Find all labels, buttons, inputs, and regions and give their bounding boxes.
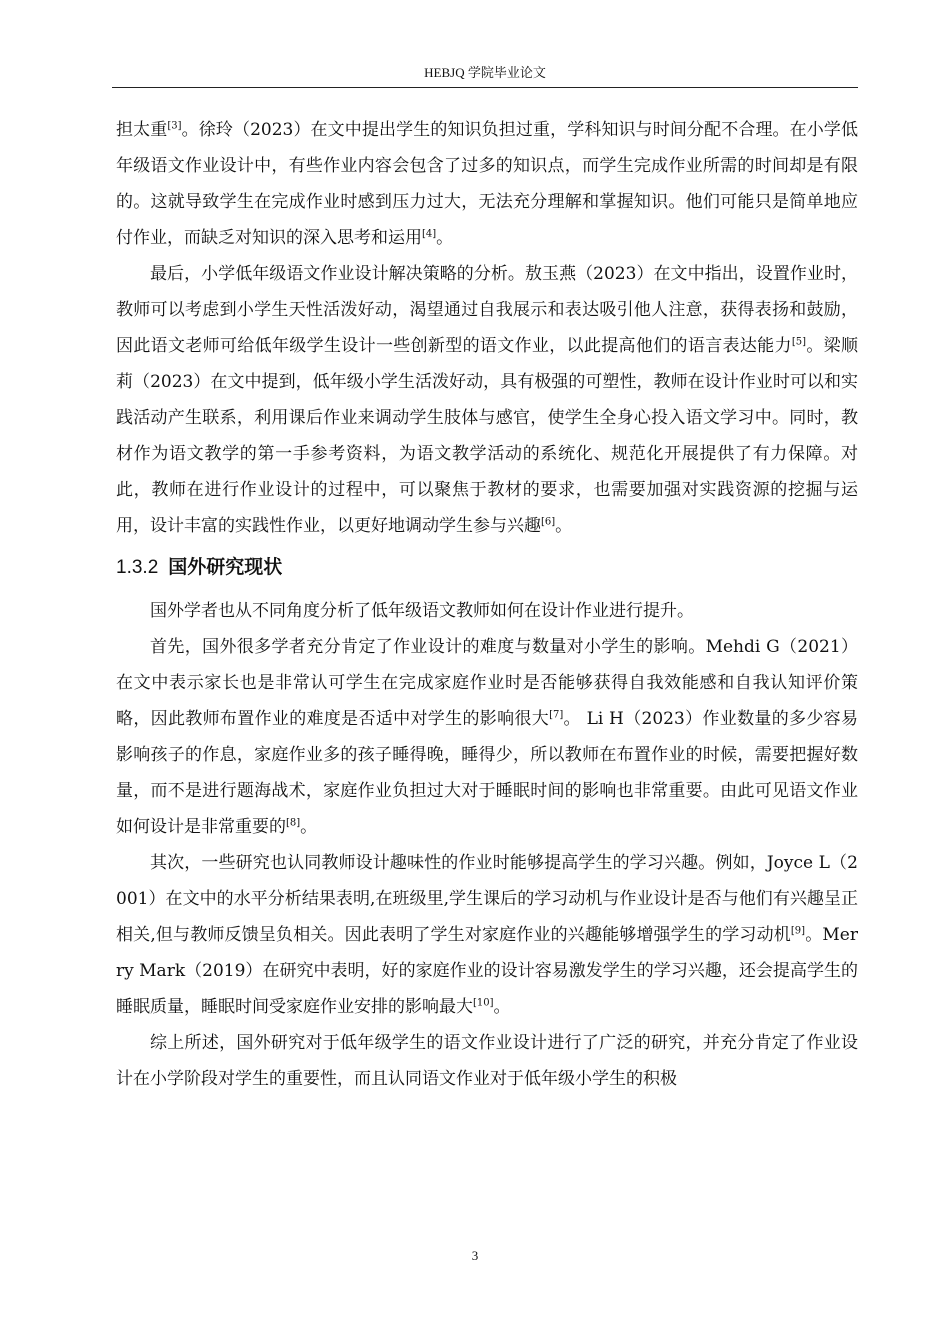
paragraph [116,629,858,845]
citation: [10] [473,997,494,1009]
text-run: 。 [300,817,318,837]
text-run: 。 [555,516,573,536]
section-number: 1.3.2 [116,557,159,578]
citation: [9] [790,925,806,937]
text-run: 。 [493,997,511,1017]
text-run: 最后，小学低年级语文作业设计解决策略的分析。敖玉燕（2023）在文中指出，设置作业时，教师可以考虑到小学生天性活泼好动，渴望通过自我展示和表达吸引他人注意，获得表扬和鼓励，因此语文老师可给低年级学生设计一些创新型的语文作业，以此提高他们的语言表达能力 [116,264,858,356]
text-run: 。 Li H（2023）作业数量的多少容易影响孩子的作息，家庭作业多的孩子睡得晚，睡得少，所以教师在布置作业的时候，需要把握好数量，而不是进行题海战术，家庭作业负担过大对于睡眠时间的影响也非常重要。由此可见语文作业如何设计是非常重要的 [116,709,859,837]
section-heading [116,548,858,587]
text-run: 。徐玲（2023）在文中提出学生的知识负担过重，学科知识与时间分配不合理。在小学低年级语文作业设计中，有些作业内容会包含了过多的知识点，而学生完成作业所需的时间却是有限的。这就导致学生在完成作业时感到压力过大，无法充分理解和掌握知识。他们可能只是简单地应付作业，而缺乏对知识的深入思考和运用 [116,120,859,248]
citation: [4] [422,228,437,240]
paragraph [116,1025,858,1097]
text-run: 综上所述，国外研究对于低年级学生的语文作业设计进行了广泛的研究，并充分肯定了作业设计在小学阶段对学生的重要性，而且认同语文作业对于低年级小学生的积极 [116,1033,858,1089]
header-rule [112,87,858,88]
text-run: 。Merry Mark（2019）在研究中表明，好的家庭作业的设计容易激发学生的学习兴趣，还会提高学生的睡眠质量，睡眠时间受家庭作业安排的影响最大 [116,925,858,1017]
text-run: 担太重 [116,120,168,140]
text-run: 首先，国外很多学者充分肯定了作业设计的难度与数量对小学生的影响。Mehdi G（2021）在文中表示家长也是非常认可学生在完成家庭作业时是否能够获得自我效能感和自我认知评价策略，因此教师布置作业的难度是否适中对学生的影响很大 [116,637,858,729]
paragraph [116,256,858,544]
section-title: 国外研究现状 [168,556,283,578]
text-run: 。 [436,228,454,248]
paragraph [116,845,858,1025]
text-run: 。梁顺莉（2023）在文中提到，低年级小学生活泼好动，具有极强的可塑性，教师在设计作业时可以和实践活动产生联系，利用课后作业来调动学生肢体与感官，使学生全身心投入语文学习中。同时，教材作为语文教学的第一手参考资料，为语文教学活动的系统化、规范化开展提供了有力保障。对此，教师在进行作业设计的过程中，可以聚焦于教材的要求，也需要加强对实践资源的挖掘与运用，设计丰富的实践性作业，以更好地调动学生参与兴趣 [116,336,859,536]
paragraph [116,112,858,256]
body-text [116,112,858,1097]
page-number: 3 [471,1248,479,1263]
citation: [6] [541,516,556,528]
paragraph [116,593,858,629]
running-header: HEBJQ 学院毕业论文 [424,65,546,80]
citation: [7] [549,709,564,721]
citation: [3] [167,120,182,132]
citation: [8] [286,817,301,829]
citation: [5] [791,336,807,348]
text-run: 其次，一些研究也认同教师设计趣味性的作业时能够提高学生的学习兴趣。例如，Joyce L（2001）在文中的水平分析结果表明,在班级里,学生课后的学习动机与作业设计是否与他们有兴趣呈正相关,但与教师反馈呈负相关。因此表明了学生对家庭作业的兴趣能够增强学生的学习动机 [116,853,858,945]
text-run: 国外学者也从不同角度分析了低年级语文教师如何在设计作业进行提升。 [150,601,694,621]
